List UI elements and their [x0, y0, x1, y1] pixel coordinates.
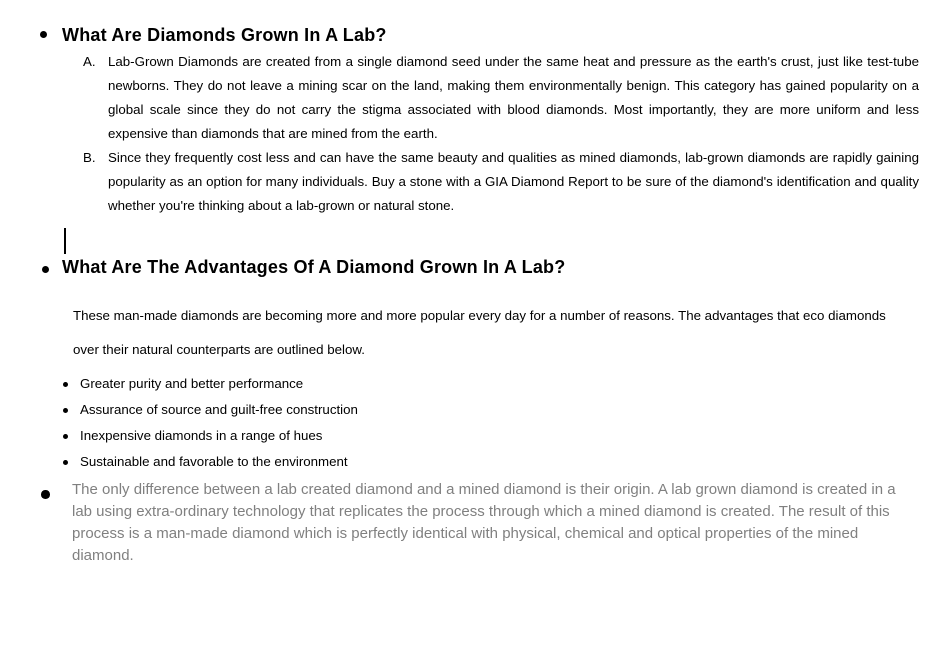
bullet-icon: [40, 31, 47, 38]
advantage-purity: Greater purity and better performance: [80, 376, 304, 391]
list-marker-b: B.: [83, 150, 96, 165]
list-marker-a: A.: [83, 54, 96, 69]
advantage-sustainable: Sustainable and favorable to the environment: [80, 454, 348, 469]
list-item-b[interactable]: [83, 146, 919, 218]
list-item[interactable]: [63, 449, 358, 475]
text-cursor: [64, 228, 66, 254]
bullet-icon: [63, 408, 68, 413]
advantages-list: [63, 371, 358, 475]
heading-what-are-diamonds-grown-in-a-lab[interactable]: What Are Diamonds Grown In A Lab?: [62, 25, 387, 45]
bullet-icon: [63, 434, 68, 439]
paragraph-advantages-intro[interactable]: These man-made diamonds are becoming more and more popular every day for a number of reasons. The advantages that eco diamonds over their natural counterparts are outlined below.: [73, 308, 886, 357]
paragraph-lab-grown-description[interactable]: Lab-Grown Diamonds are created from a single diamond seed under the same heat and pressure as the earth's crust, just like test-tube newborns. They do not leave a mining scar on the land, making them environmentally benign. This category has gained popularity on a global scale since they do not carry the stigma associated with blood diamonds. Most importantly, they are more uniform and less expensive than diamonds that are mined from the earth.: [108, 54, 919, 141]
list-item-a[interactable]: [83, 50, 919, 146]
list-item[interactable]: [63, 371, 358, 397]
advantage-inexpensive: Inexpensive diamonds in a range of hues: [80, 428, 323, 443]
bullet-icon: [63, 460, 68, 465]
paragraph-only-difference-note[interactable]: The only difference between a lab created diamond and a mined diamond is their origin. A lab grown diamond is created in a lab using extra-ordinary technology that replicates the process through which a mined diamond is created. The result of this process is a man-made diamond which is perfectly identical with physical, chemical and optical properties of the mined diamond.: [72, 481, 896, 564]
bullet-icon: [42, 266, 49, 273]
lettered-list: [83, 50, 919, 218]
paragraph-lab-grown-cost[interactable]: Since they frequently cost less and can have the same beauty and qualities as mined diamonds, lab-grown diamonds are rapidly gaining popularity as an option for many individuals. Buy a stone with a GIA Diamond Report to be sure of the diamond's identification and quality whether you're thinking about a lab-grown or natural stone.: [108, 150, 919, 213]
bullet-icon: [63, 382, 68, 387]
advantage-assurance: Assurance of source and guilt-free construction: [80, 402, 358, 417]
heading-advantages-of-lab-diamond[interactable]: What Are The Advantages Of A Diamond Grown In A Lab?: [62, 257, 566, 277]
list-item[interactable]: [63, 423, 358, 449]
list-item[interactable]: [63, 397, 358, 423]
bullet-icon: [41, 490, 50, 499]
